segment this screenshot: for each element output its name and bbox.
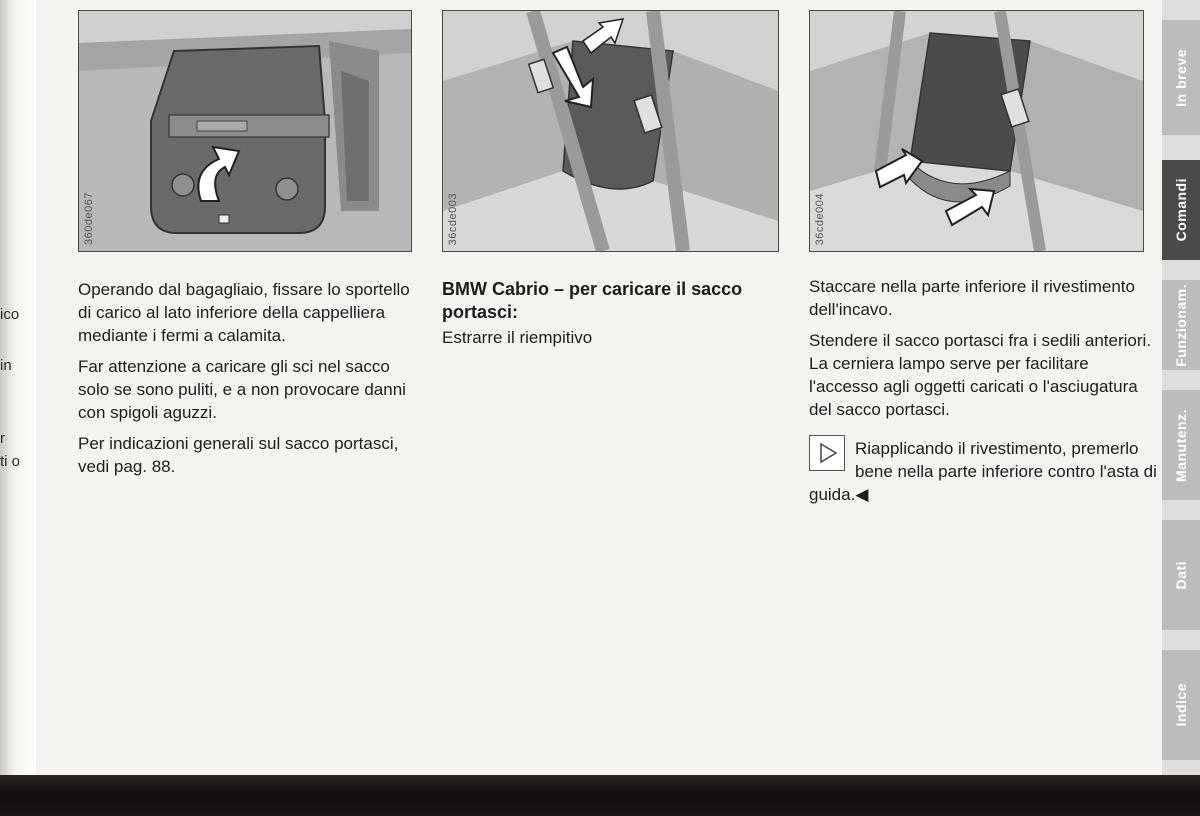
gutter-fragment: ico: [0, 306, 20, 323]
note-play-icon: [809, 435, 845, 471]
figure-code: 36cde003: [447, 192, 459, 245]
tab-dati[interactable]: Dati: [1162, 520, 1200, 630]
tab-comandi[interactable]: Comandi: [1162, 160, 1200, 260]
text-column-1: [78, 278, 423, 486]
paragraph: Estrarre il riempitivo: [442, 328, 593, 347]
gutter-fragment: in: [0, 357, 12, 374]
scan-bottom-edge: [0, 775, 1200, 816]
gutter-fragment: ti o: [0, 453, 21, 470]
paragraph: Per indicazioni generali sul sacco portasci, vedi pag. 88.: [78, 434, 399, 476]
binding-edge: [0, 0, 36, 816]
figure-ski-bag: [809, 10, 1144, 252]
paragraph: Staccare nella parte inferiore il rivestimento dell'incavo.: [809, 277, 1135, 319]
section-tabs: [1162, 0, 1200, 775]
paragraph: Operando dal bagagliaio, fissare lo sportello di carico al lato inferiore della cappelliera mediante i fermi a calamita.: [78, 280, 410, 345]
tab-in-breve[interactable]: In breve: [1162, 20, 1200, 135]
figure-code: 360de067: [83, 192, 95, 245]
figure-code: 36cde004: [814, 192, 826, 245]
section-heading: BMW Cabrio – per caricare il sacco portasci:: [442, 279, 743, 322]
figure-filler-piece: [442, 10, 779, 252]
paragraph: Stendere il sacco portasci fra i sedili anteriori. La cerniera lampo serve per facilitare l'accesso agli oggetti caricati o l'asciugatura del sacco portasci.: [809, 331, 1152, 419]
note-block: [809, 437, 1159, 506]
note-text: Riapplicando il rivestimento, premerlo bene nella parte inferiore contro l'asta di guida.◀: [809, 439, 1157, 504]
tab-indice[interactable]: Indice: [1162, 650, 1200, 760]
gutter-fragment: r: [0, 430, 5, 447]
text-column-2: [442, 278, 777, 357]
tab-funzionamento[interactable]: Funzionam.: [1162, 280, 1200, 370]
figure-loading-flap: [78, 10, 412, 252]
ski-bag-illustration: [810, 11, 1143, 251]
text-column-3: [809, 275, 1159, 506]
loading-flap-illustration: [79, 11, 411, 251]
filler-piece-illustration: [443, 11, 778, 251]
paragraph: Far attenzione a caricare gli sci nel sacco solo se sono puliti, e a non provocare danni con spigoli aguzzi.: [78, 357, 406, 422]
tab-manutenzione[interactable]: Manutenz.: [1162, 390, 1200, 500]
